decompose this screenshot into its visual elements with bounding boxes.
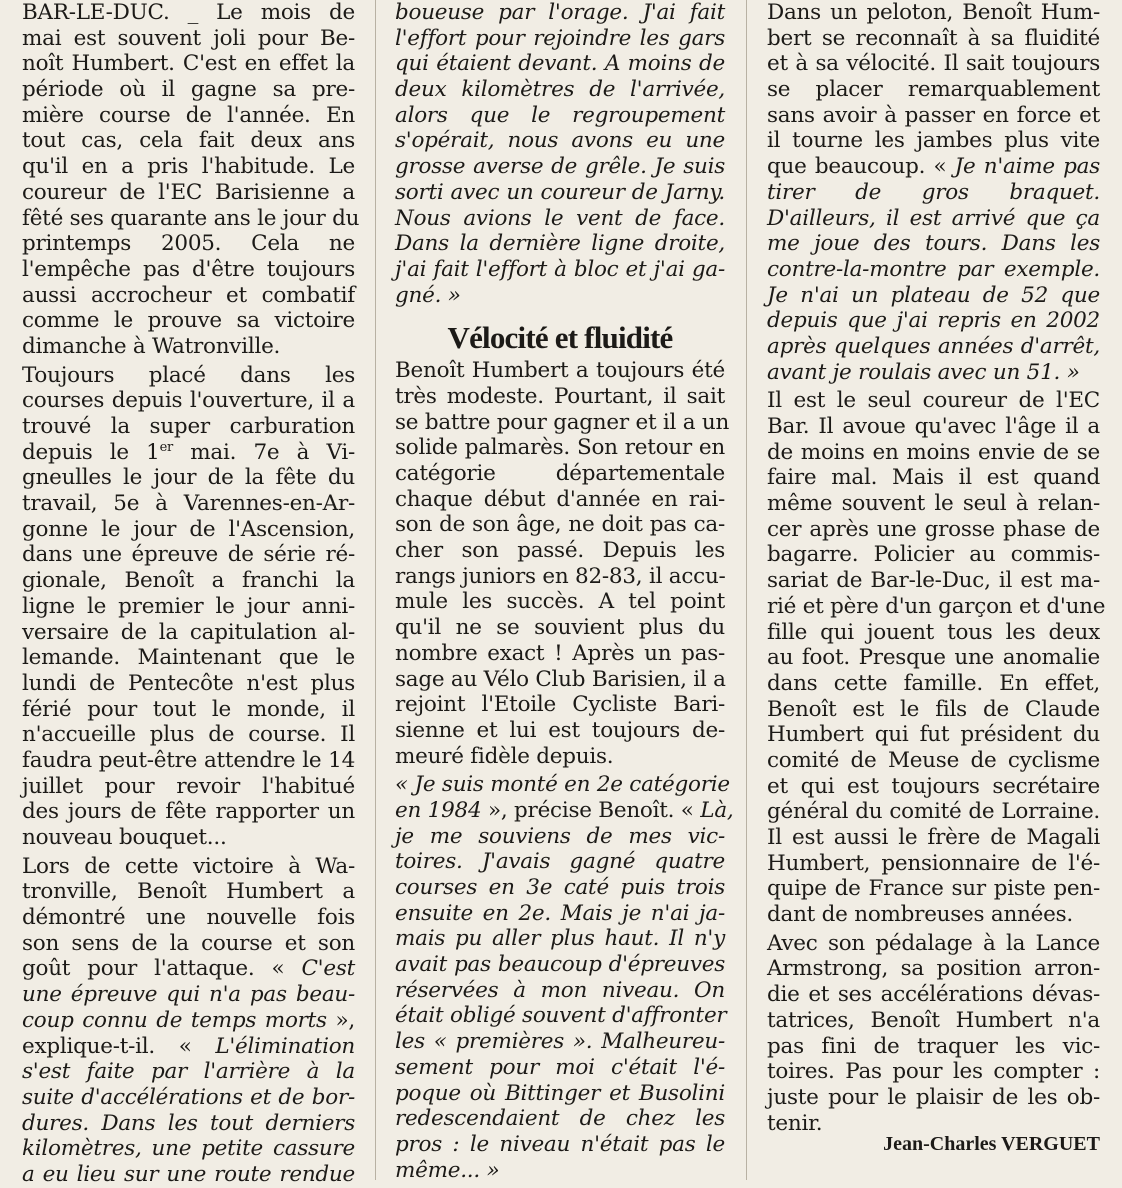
article-line: Humbert, pensionnaire de l'é- [767, 850, 1100, 876]
article-line: faire mal. Mais il est quand [767, 465, 1100, 491]
article-line: rejoint l'Etoile Cycliste Bari- [395, 692, 725, 718]
article-line: mule les succès. A tel point [395, 589, 725, 615]
article-line: chaque début d'année en rai- [395, 486, 725, 512]
article-line: trouvé la super carburation [22, 414, 355, 439]
article-line: catégorie départementale [395, 461, 725, 486]
article-line: sans avoir à passer en force et [767, 102, 1100, 128]
article-line: me joue des tours. Dans les [767, 231, 1100, 257]
article-line: rangs juniors en 82-83, il accu- [395, 563, 726, 589]
article-line: je me souviens de mes vic- [395, 823, 725, 849]
article-line: comité de Meuse de cyclisme [767, 747, 1100, 773]
article-line: dans cette famille. En effet, [767, 670, 1100, 696]
article-line: qu'il en a pris l'habitude. Le [22, 154, 355, 180]
article-line: avait pas beaucoup d'épreuves [395, 952, 725, 978]
article-line: s'est faite par l'arrière à la [22, 1059, 355, 1085]
article-line: D'ailleurs, il est arrivé que ça [767, 205, 1100, 231]
article-line: après quelques années d'arrêt, [767, 333, 1100, 359]
article-line: très modeste. Pourtant, il sait [395, 383, 725, 409]
article-line: réservées à mon niveau. On [395, 977, 725, 1003]
article-line: qu'il ne se souvient plus du [395, 615, 725, 641]
article-line: cher son passé. Depuis les [395, 538, 725, 564]
article-line: lundi de Pentecôte n'est plus [22, 670, 355, 696]
article-line: nombre exact ! Après un pas- [395, 640, 725, 666]
article-line: gonne le jour de l'Ascension, [22, 516, 355, 542]
article-line: mais pu aller plus haut. Il n'y [395, 926, 725, 952]
article-line: gneulles le jour de la fête du [22, 465, 355, 491]
article-line: tirer de gros braquet. [767, 179, 1100, 205]
article-column-3 [767, 0, 1106, 1180]
article-line: redescendaient de chez les [395, 1106, 725, 1132]
article-line: Benoît Humbert a toujours été [395, 358, 725, 384]
article-line: BAR-LE-DUC. _ Le mois de [22, 0, 355, 25]
article-line: contre-la-montre par exemple. [767, 256, 1100, 282]
article-line: sienne et lui est toujours de- [395, 717, 725, 743]
article-line: même souvent le seul à relan- [767, 491, 1100, 517]
article-line: depuis le 1er mai. 7e à Vi- [22, 439, 355, 465]
article-line: j'ai fait l'effort à bloc et j'ai ga- [395, 256, 725, 282]
article-line: aussi accrocheur et combatif [22, 282, 355, 308]
article-line: ensuite en 2e. Mais je n'ai ja- [395, 900, 725, 926]
column-divider-1 [375, 0, 376, 1180]
article-line: quipe de France sur piste pen- [767, 876, 1100, 902]
article-line: Benoît est le fils de Claude [767, 696, 1100, 722]
column-divider-2 [746, 0, 747, 1180]
article-line: rié et père d'un garçon et d'une [767, 593, 1106, 619]
article-line: coureur de l'EC Barisienne a [22, 179, 355, 205]
article-line: Je n'ai un plateau de 52 que [767, 282, 1100, 308]
article-line: tenir. [767, 1110, 823, 1136]
article-line: l'empêche pas d'être toujours [22, 256, 355, 282]
article-line: coup connu de temps morts », [22, 1007, 355, 1033]
article-line: Il est aussi le frère de Magali [767, 825, 1100, 850]
article-line: se placer remarquablement [767, 77, 1100, 103]
article-line: démontré une nouvelle fois [22, 905, 355, 931]
article-line: courses depuis l'ouverture, il a [22, 388, 355, 414]
article-line: Avec son pédalage à la Lance [767, 930, 1100, 956]
article-line: sorti avec un coureur de Jarny. [395, 179, 725, 205]
article-line: toires. J'avais gagné quatre [395, 849, 725, 875]
article-line: Nous avions le vent de face. [395, 205, 725, 231]
article-line: gionale, Benoît a franchi la [22, 568, 355, 594]
article-line: tout cas, cela fait deux ans [22, 128, 355, 154]
article-line: gné. » [395, 282, 461, 308]
article-line: et qui est toujours secrétaire [767, 773, 1100, 799]
article-line: l'effort pour rejoindre les gars [395, 25, 725, 51]
article-line: Humbert qui fut président du [767, 722, 1100, 748]
article-line: kilomètres, une petite cassure [22, 1136, 355, 1162]
article-line: Il est le seul coureur de l'EC [767, 388, 1100, 414]
article-line: avant je roulais avec un 51. » [767, 359, 1080, 385]
article-line: toires. Pas pour les compter : [767, 1059, 1100, 1085]
article-line: meuré fidèle depuis. [395, 743, 614, 769]
article-line: nouveau bouquet... [22, 825, 227, 850]
article-line: bagarre. Policier au commis- [767, 542, 1100, 568]
article-line: Dans un peloton, Benoît Hum- [767, 0, 1100, 25]
article-line: boueuse par l'orage. J'ai fait [395, 0, 725, 25]
article-line: Lors de cette victoire à Wa- [22, 853, 355, 879]
article-line: Bar. Il avoue qu'avec l'âge il a [767, 414, 1100, 439]
article-line: fêté ses quarante ans le jour du [22, 205, 360, 231]
article-line: alors que le regroupement [395, 102, 725, 128]
article-line: était obligé souvent d'affronter [395, 1003, 727, 1029]
article-column-1 [22, 0, 360, 1187]
article-line: même... » [395, 1157, 500, 1183]
article-line: sage au Vélo Club Barisien, il a [395, 666, 726, 692]
article-line: au foot. Presque une anomalie [767, 645, 1100, 671]
article-line: que beaucoup. « Je n'aime pas [767, 154, 1100, 180]
article-line: son de son âge, ne doit pas ca- [395, 512, 725, 538]
article-line: s'opérait, nous avons eu une [395, 128, 725, 154]
article-line: se battre pour gagner et il a un [395, 409, 730, 435]
article-line: depuis que j'ai repris en 2002 [767, 308, 1100, 334]
article-line: solide palmarès. Son retour en [395, 435, 725, 461]
article-line: faudra peut-être attendre le 14 [22, 747, 355, 773]
article-line: bert se reconnaît à sa fluidité [767, 25, 1100, 51]
article-line: dimanche à Watronville. [22, 333, 281, 359]
article-line: mière course de l'année. En [22, 102, 355, 128]
section-heading: Vélocité et fluidité [447, 320, 673, 356]
article-line: die et ses accélérations dévas- [767, 982, 1100, 1008]
article-line: Dans la dernière ligne droite, [395, 231, 725, 257]
article-line: fille qui jouent tous les deux [767, 619, 1100, 645]
article-line: comme le prouve sa victoire [22, 308, 355, 334]
article-line: une épreuve qui n'a pas beau- [22, 982, 355, 1008]
article-line: les « premières ». Malheureu- [395, 1029, 725, 1055]
article-line: et à sa vélocité. Il sait toujours [767, 51, 1100, 77]
article-line: courses en 3e caté puis trois [395, 875, 725, 900]
article-line: qui étaient devant. A moins de [395, 51, 725, 77]
article-line: Toujours placé dans les [22, 362, 355, 388]
article-line: sariat de Bar-le-Duc, il est ma- [767, 568, 1100, 594]
article-line: travail, 5e à Varennes-en-Ar- [22, 491, 355, 517]
article-line: de moins en moins envie de se [767, 439, 1100, 465]
article-line: suite d'accélérations et de bor- [22, 1084, 355, 1110]
article-line: ligne le premier le jour anni- [22, 593, 355, 619]
article-line: grosse averse de grêle. Je suis [395, 154, 725, 180]
article-line: deux kilomètres de l'arrivée, [395, 77, 725, 103]
article-column-2 [395, 0, 734, 1183]
article-line: pas fini de traquer les vic- [767, 1033, 1100, 1059]
article-line: pros : le niveau n'était pas le [395, 1131, 725, 1157]
article-line: goût pour l'attaque. « C'est [22, 956, 355, 982]
article-line: dant de nombreuses années. [767, 902, 1073, 928]
article-line: a eu lieu sur une route rendue [22, 1161, 355, 1187]
article-line: poque où Bittinger et Busolini [395, 1080, 725, 1106]
article-line: sement pour moi c'était l'é- [395, 1054, 725, 1080]
article-line: général du comité de Lorraine. [767, 799, 1100, 825]
article-line: dures. Dans les tout derniers [22, 1110, 355, 1136]
article-line: noît Humbert. C'est en effet la [22, 51, 355, 77]
article-line: juste pour le plaisir de les ob- [767, 1084, 1100, 1110]
article-line: cer après une grosse phase de [767, 516, 1100, 542]
article-line: mai est souvent joli pour Be- [22, 25, 355, 51]
article-line: férié pour tout le monde, il [22, 696, 355, 722]
article-line: son sens de la course et son [22, 930, 355, 956]
article-line: juillet pour revoir l'habitué [22, 773, 355, 799]
article-line: lemande. Maintenant que le [22, 645, 355, 671]
article-line: des jours de fête rapporter un [22, 799, 355, 825]
article-line: période où il gagne sa pre- [22, 77, 355, 103]
article-line: n'accueille plus de course. Il [22, 722, 355, 748]
article-line: Armstrong, sa position arron- [767, 956, 1100, 982]
article-line: il tourne les jambes plus vite [767, 128, 1100, 154]
author-byline: Jean-Charles VERGUET [883, 1133, 1100, 1155]
article-line: « Je suis monté en 2e catégorie [395, 772, 730, 798]
article-line: dans une épreuve de série ré- [22, 542, 355, 568]
article-line: tatrices, Benoît Humbert n'a [767, 1007, 1100, 1033]
article-line: en 1984 », précise Benoît. « Là, [395, 797, 734, 823]
article-line: explique-t-il. « L'élimination [22, 1033, 355, 1059]
article-line: printemps 2005. Cela ne [22, 231, 355, 257]
article-line: versaire de la capitulation al- [22, 619, 355, 645]
article-line: tronville, Benoît Humbert a [22, 879, 355, 905]
